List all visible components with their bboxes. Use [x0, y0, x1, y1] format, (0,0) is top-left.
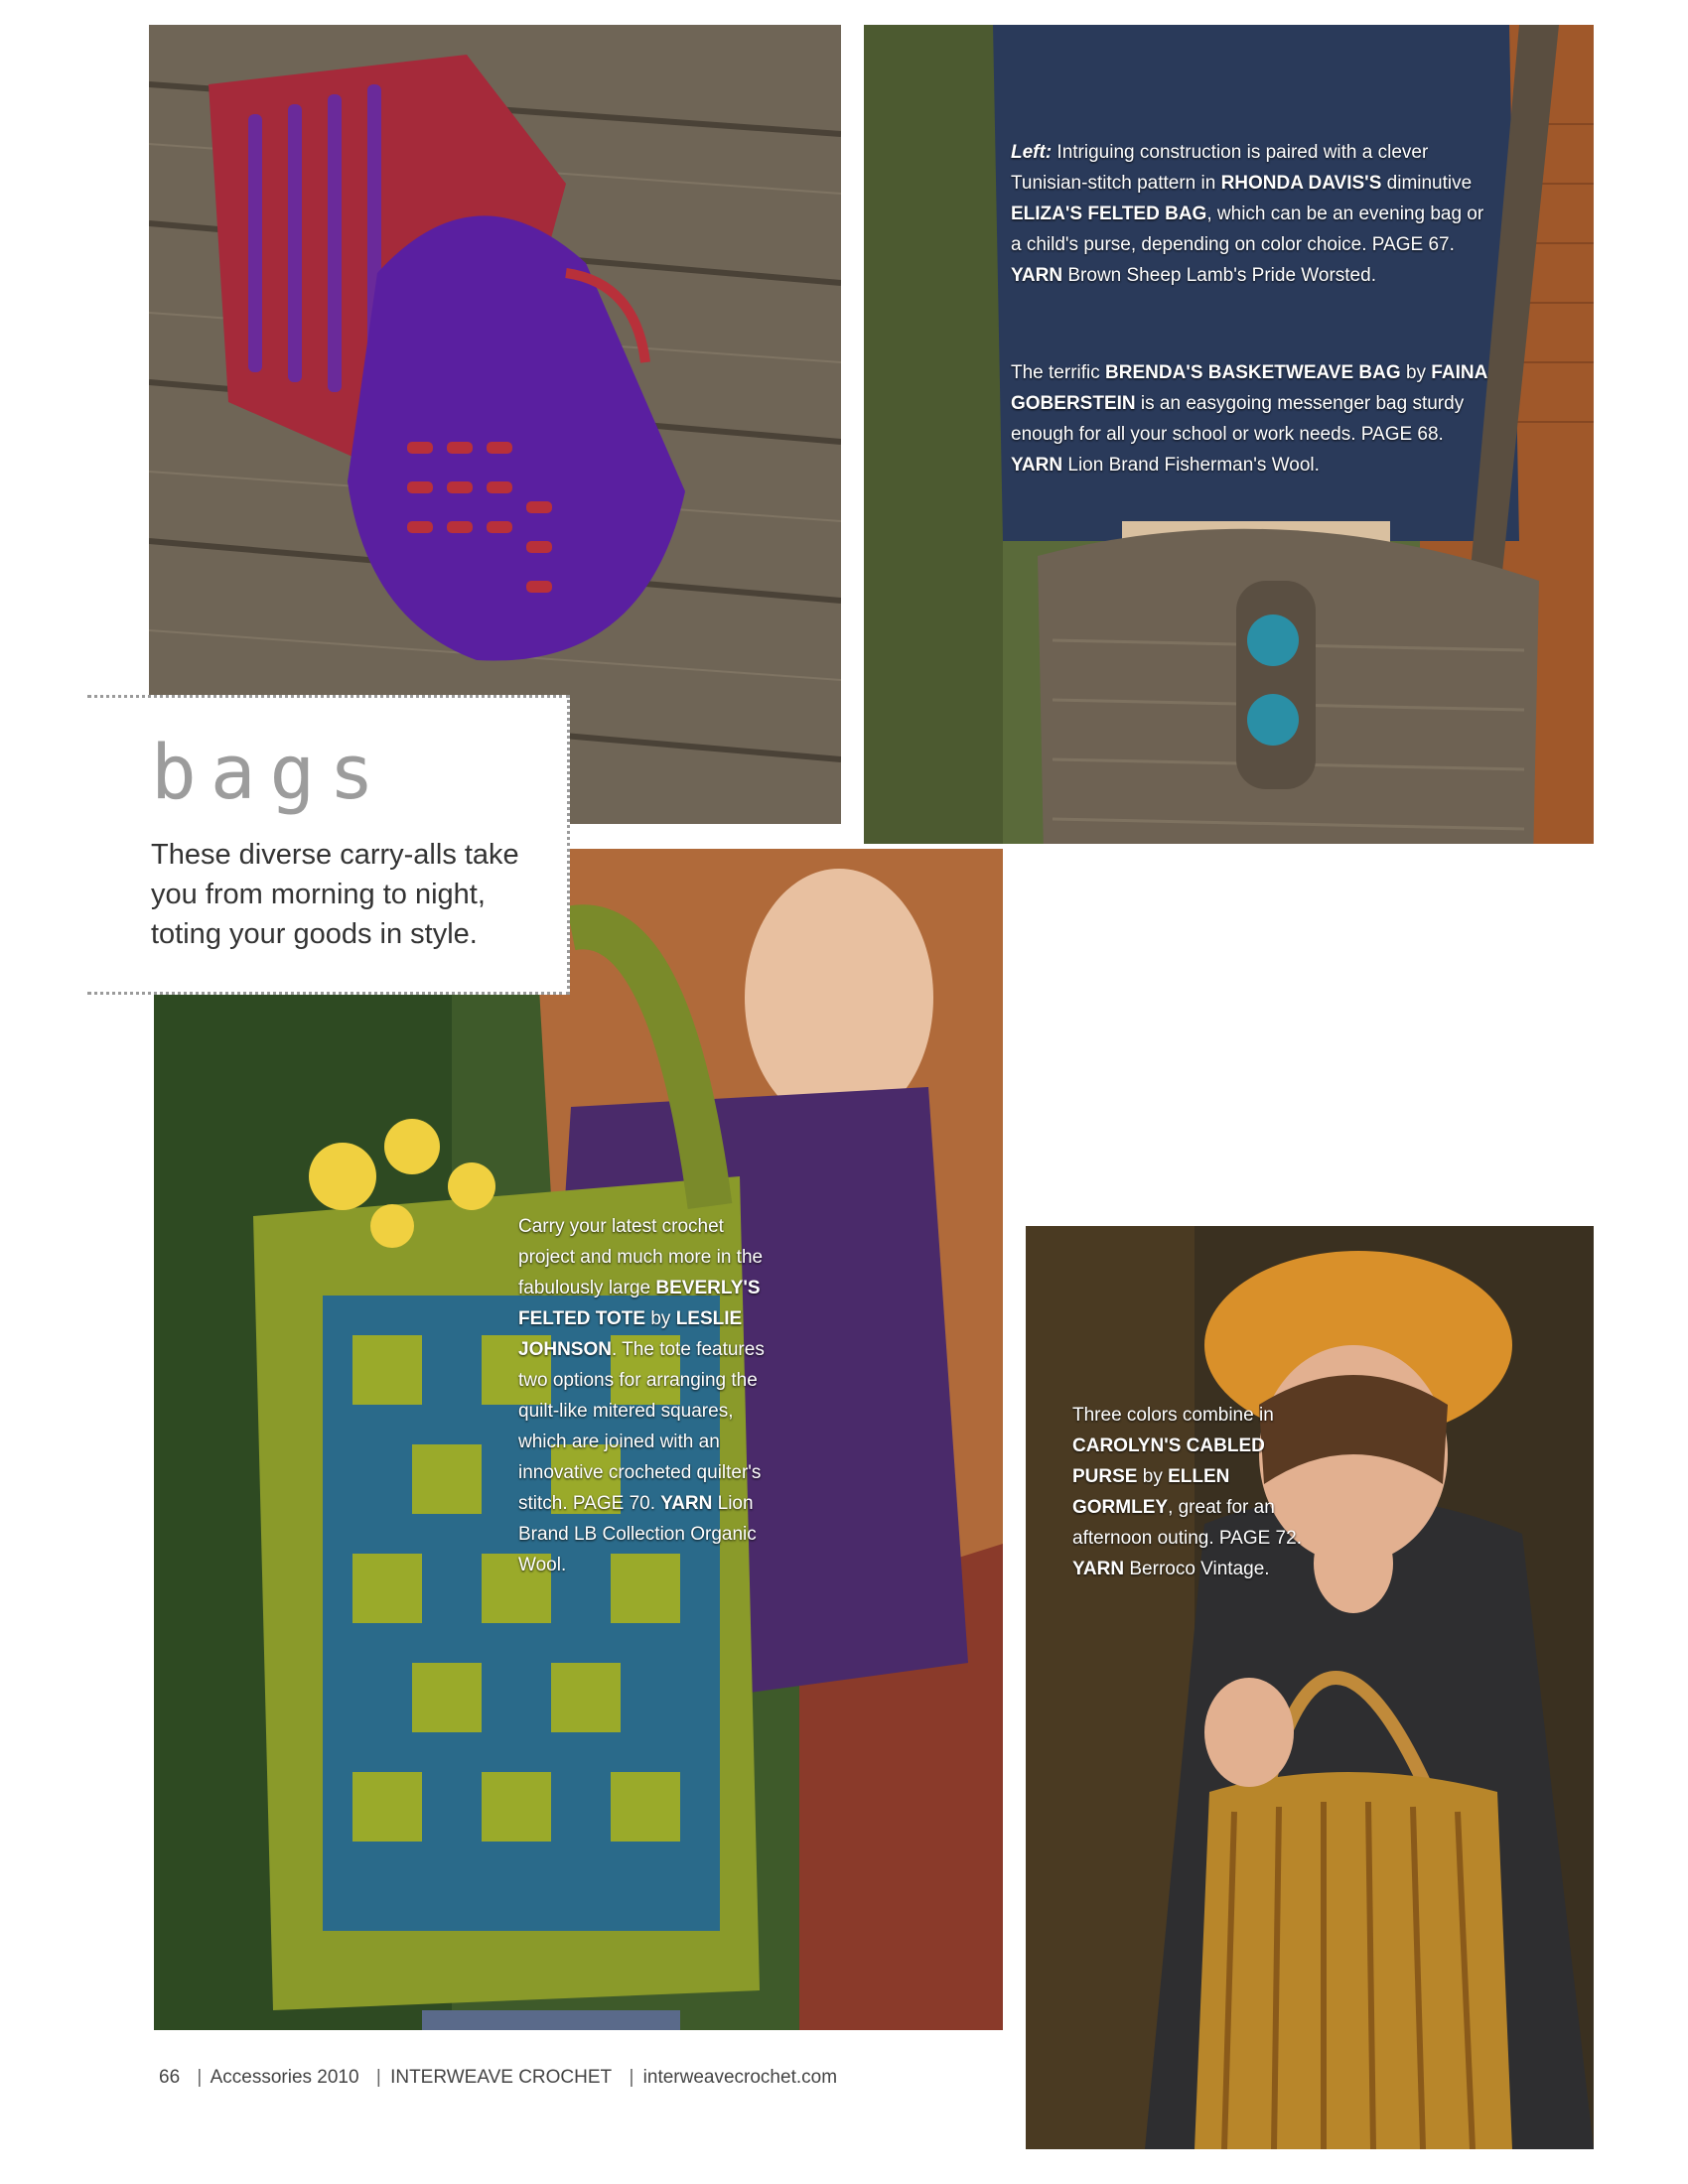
caption-brenda-designer: FAINA GOBERSTEIN: [1011, 362, 1487, 414]
caption-eliza-product: ELIZA'S FELTED BAG: [1011, 204, 1207, 224]
section-title: bags: [151, 728, 389, 816]
caption-brenda-text1: The terrific: [1011, 362, 1106, 383]
caption-beverly-text2: by: [645, 1308, 676, 1329]
footer-url[interactable]: interweavecrochet.com: [642, 2067, 838, 2088]
caption-carolyn-text3: , great for an afternoon outing. PAGE 72.: [1072, 1497, 1302, 1549]
caption-beverly-yarn-label: YARN: [660, 1493, 713, 1514]
caption-carolyn-cabled-purse: [1072, 1400, 1311, 1584]
caption-carolyn-yarn-label: YARN: [1072, 1559, 1125, 1579]
caption-eliza-designer: RHONDA DAVIS'S: [1220, 173, 1382, 194]
caption-eliza-felted-bag: [1011, 137, 1487, 291]
caption-eliza-text3: , which can be an evening bag or a child's purse, depending on color choice. PAGE 67.: [1011, 204, 1484, 255]
caption-brenda-text3: is an easygoing messenger bag sturdy enough for all your school or work needs. PAGE 68.: [1011, 393, 1465, 445]
caption-beverly-felted-tote: [518, 1211, 784, 1580]
section-intro-text: These diverse carry-alls take you from morning to night, toting your goods in style.: [151, 839, 519, 950]
footer-issue: Accessories 2010: [210, 2067, 359, 2088]
caption-brenda-product: BRENDA'S BASKETWEAVE BAG: [1105, 362, 1401, 383]
caption-eliza-yarn: Brown Sheep Lamb's Pride Worsted.: [1062, 265, 1376, 286]
footer-separator: |: [197, 2067, 203, 2088]
footer-magazine: INTERWEAVE CROCHET: [390, 2067, 613, 2088]
page-footer: [159, 2067, 841, 2089]
caption-eliza-text2: diminutive: [1381, 173, 1473, 194]
footer-separator: |: [629, 2067, 634, 2088]
caption-beverly-product: BEVERLY'S FELTED TOTE: [518, 1278, 761, 1329]
caption-carolyn-text1: Three colors combine in: [1072, 1405, 1274, 1426]
photo-carolyn-cabled-purse: [1026, 1226, 1594, 2149]
footer-separator: |: [375, 2067, 381, 2088]
caption-eliza-text1: Intriguing construction is paired with a clever Tunisian-stitch pattern in: [1011, 142, 1429, 194]
caption-carolyn-text2: by: [1137, 1466, 1169, 1487]
caption-carolyn-yarn: Berroco Vintage.: [1124, 1559, 1270, 1579]
caption-eliza-lead: Left:: [1011, 142, 1053, 163]
caption-beverly-text1: Carry your latest crochet project and much more in the fabulously large: [518, 1216, 764, 1298]
caption-carolyn-designer: ELLEN GORMLEY: [1072, 1466, 1230, 1518]
caption-beverly-designer: LESLIE JOHNSON: [518, 1308, 743, 1360]
caption-beverly-text3: . The tote features two options for arranging the quilt-like mitered squares, which are joined with an innovative crocheted quilter's stitch. PAGE 70.: [518, 1339, 765, 1514]
caption-brenda-yarn-label: YARN: [1011, 455, 1063, 476]
caption-brenda-yarn: Lion Brand Fisherman's Wool.: [1062, 455, 1320, 476]
caption-eliza-yarn-label: YARN: [1011, 265, 1063, 286]
caption-beverly-yarn: Lion Brand LB Collection Organic Wool.: [518, 1493, 757, 1575]
caption-brenda-text2: by: [1400, 362, 1432, 383]
caption-carolyn-product: CAROLYN'S CABLED PURSE: [1072, 1435, 1265, 1487]
intro-box: [87, 695, 570, 995]
footer-page-number: 66: [159, 2067, 181, 2088]
caption-brenda-basketweave-bag: [1011, 357, 1487, 480]
